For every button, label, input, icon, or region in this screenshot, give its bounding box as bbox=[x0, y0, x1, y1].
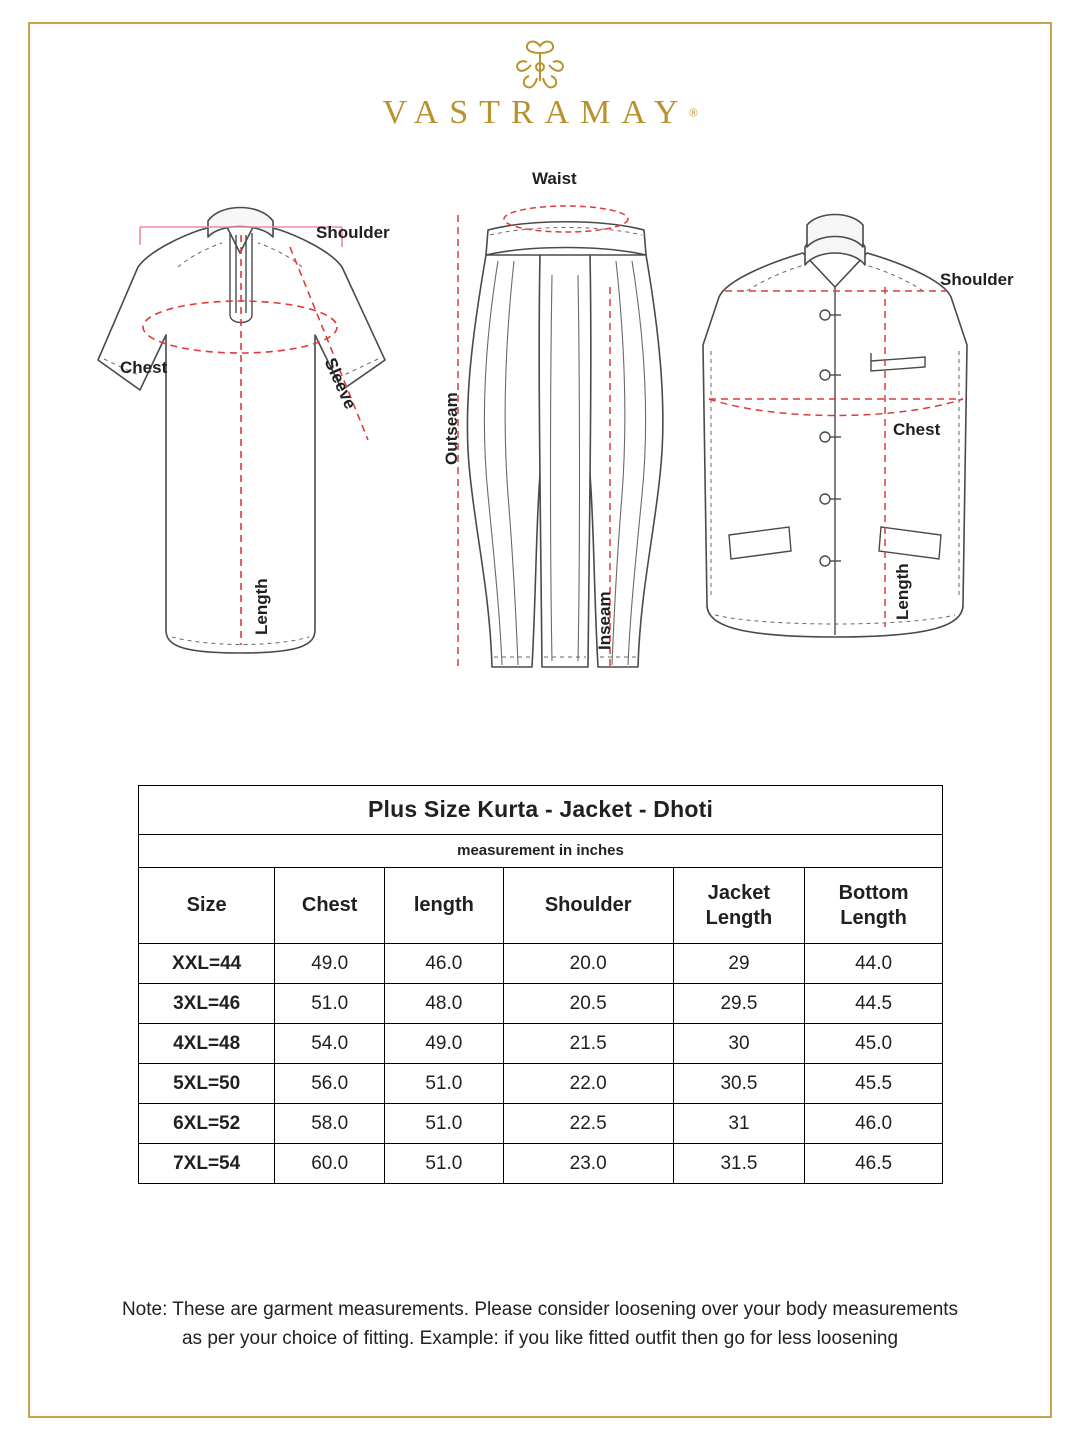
cell-bottom-length: 45.5 bbox=[805, 1064, 943, 1104]
header-chest-line1: Chest bbox=[301, 894, 358, 916]
table-row bbox=[139, 1064, 943, 1104]
cell-length: 49.0 bbox=[385, 1024, 503, 1064]
kurta-sleeve-label: Sleeve bbox=[320, 355, 360, 412]
cell-shoulder: 23.0 bbox=[503, 1144, 673, 1184]
cell-bottom-length: 44.5 bbox=[805, 984, 943, 1024]
dhoti-outseam-label: Outseam bbox=[442, 392, 461, 465]
cell-length: 51.0 bbox=[385, 1064, 503, 1104]
cell-jacket-length: 30 bbox=[673, 1024, 804, 1064]
cell-chest: 58.0 bbox=[275, 1104, 385, 1144]
header-bottom-length-line1: Bottom bbox=[838, 881, 909, 904]
table-header-row bbox=[139, 868, 943, 944]
header-size-line1: Size bbox=[186, 894, 227, 916]
jacket-shoulder-label: Shoulder bbox=[940, 270, 1014, 289]
header-length bbox=[385, 868, 503, 944]
header-jacket-length bbox=[673, 868, 804, 944]
cell-chest: 49.0 bbox=[275, 944, 385, 984]
cell-chest: 56.0 bbox=[275, 1064, 385, 1104]
cell-length: 51.0 bbox=[385, 1144, 503, 1184]
cell-size: 3XL=46 bbox=[139, 984, 275, 1024]
cell-chest: 51.0 bbox=[275, 984, 385, 1024]
cell-bottom-length: 45.0 bbox=[805, 1024, 943, 1064]
cell-length: 46.0 bbox=[385, 944, 503, 984]
dhoti-waist-label: Waist bbox=[532, 169, 577, 188]
cell-jacket-length: 29.5 bbox=[673, 984, 804, 1024]
registered-mark: ® bbox=[689, 107, 698, 120]
kurta-shoulder-label: Shoulder bbox=[316, 223, 390, 242]
table-title-row bbox=[139, 786, 943, 835]
jacket-length-label: Length bbox=[893, 563, 912, 620]
table-subtitle: measurement in inches bbox=[139, 835, 943, 868]
cell-chest: 54.0 bbox=[275, 1024, 385, 1064]
header-bottom-length bbox=[805, 868, 943, 944]
cell-bottom-length: 44.0 bbox=[805, 944, 943, 984]
header-bottom-length-line2: Length bbox=[840, 906, 907, 929]
header-size bbox=[139, 868, 275, 944]
cell-size: 5XL=50 bbox=[139, 1064, 275, 1104]
cell-size: 4XL=48 bbox=[139, 1024, 275, 1064]
cell-shoulder: 20.0 bbox=[503, 944, 673, 984]
cell-shoulder: 22.0 bbox=[503, 1064, 673, 1104]
note-line-2: as per your choice of fitting. Example: if you like fitted outfit then go for less loosening bbox=[181, 1328, 899, 1350]
table-subtitle-row bbox=[139, 835, 943, 868]
cell-shoulder: 21.5 bbox=[503, 1024, 673, 1064]
table-row bbox=[139, 944, 943, 984]
cell-shoulder: 22.5 bbox=[503, 1104, 673, 1144]
table-row bbox=[139, 1144, 943, 1184]
cell-shoulder: 20.5 bbox=[503, 984, 673, 1024]
ornamental-floral-emblem-icon bbox=[505, 36, 575, 98]
cell-length: 51.0 bbox=[385, 1104, 503, 1144]
header-length-line1: length bbox=[413, 894, 474, 916]
dhoti-pant-diagram bbox=[440, 169, 690, 700]
brand-header bbox=[0, 36, 1080, 132]
table-row bbox=[139, 1024, 943, 1064]
cell-chest: 60.0 bbox=[275, 1144, 385, 1184]
table-row bbox=[139, 1104, 943, 1144]
cell-jacket-length: 31 bbox=[673, 1104, 804, 1144]
garment-diagrams bbox=[40, 169, 1040, 735]
cell-size: 6XL=52 bbox=[139, 1104, 275, 1144]
table-title: Plus Size Kurta - Jacket - Dhoti bbox=[139, 786, 943, 835]
header-chest bbox=[275, 868, 385, 944]
nehru-jacket-diagram bbox=[685, 175, 1014, 700]
cell-bottom-length: 46.0 bbox=[805, 1104, 943, 1144]
brand-name: VASTRAMAY bbox=[382, 94, 690, 131]
cell-size: XXL=44 bbox=[139, 944, 275, 984]
cell-jacket-length: 29 bbox=[673, 944, 804, 984]
table-row bbox=[139, 984, 943, 1024]
kurta-diagram bbox=[80, 175, 420, 700]
kurta-chest-label: Chest bbox=[120, 358, 168, 377]
cell-jacket-length: 31.5 bbox=[673, 1144, 804, 1184]
size-table bbox=[138, 785, 943, 1184]
dhoti-inseam-label: Inseam bbox=[595, 591, 614, 650]
measurement-note bbox=[50, 1295, 1030, 1354]
cell-jacket-length: 30.5 bbox=[673, 1064, 804, 1104]
cell-size: 7XL=54 bbox=[139, 1144, 275, 1184]
size-table-wrapper bbox=[138, 785, 943, 1184]
kurta-length-label: Length bbox=[252, 578, 271, 635]
cell-length: 48.0 bbox=[385, 984, 503, 1024]
header-jacket-length-line1: Jacket bbox=[707, 881, 771, 904]
jacket-chest-label: Chest bbox=[893, 420, 941, 439]
cell-bottom-length: 46.5 bbox=[805, 1144, 943, 1184]
header-shoulder-line1: Shoulder bbox=[544, 894, 632, 916]
header-jacket-length-line2: Length bbox=[705, 906, 773, 929]
note-line-1: Note: These are garment measurements. Please consider loosening over your body measurements bbox=[121, 1299, 959, 1320]
header-shoulder bbox=[503, 868, 673, 944]
